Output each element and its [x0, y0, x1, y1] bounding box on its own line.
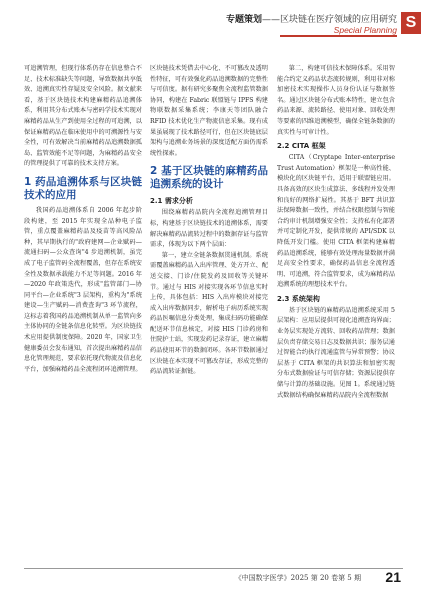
- subsection-2-2-heading: 2.2 CITA 框架: [277, 142, 326, 151]
- section-mark-icon: S: [401, 12, 421, 34]
- subsection-2-3-heading: 2.3 系统架构: [277, 294, 320, 303]
- paragraph: 第二，构建可信技术保障体系。采用智能合约定义药品状态流转规则，利用非对称加密技术实现操作人员身份认证与数据签名。通过区块链分布式账本特性，建立包含药品来源、流转路径、使用对象、回收处理等要素的四维追溯模型，确保全链条数据的真实性与可审计性。: [277, 65, 395, 136]
- page-footer: [24, 568, 403, 588]
- section-topic: ——区块链在医疗领域的应用研究: [261, 15, 397, 25]
- section-english-title: Special Planning: [333, 25, 397, 35]
- journal-citation: 《中国数字医学》2025 第 20 卷第 5 期: [234, 574, 361, 582]
- column-right: [277, 64, 395, 544]
- page-header: [220, 10, 427, 40]
- subsection-2-1-heading: 2.1 需求分析: [150, 197, 193, 206]
- section-2-heading: 2 基于区块链的麻精药品追溯系统的设计: [150, 165, 268, 191]
- paragraph: 基于区块链的麻精药品追溯系统采用 5 层架构：应用层提供可视化追溯查询界面；业务层实现处方流转、回收药品管理；数据层负责存储交易日志及数据共识；服务层通过智能合约执行流通监管与异常预警；协议层基于 CITA 框架的共识算法和加密实现分布式数据验证与可信存储；资源层提供存储与计算的基础设施。见图 1。系统通过链式数据结构确保麻精药品院内全流程数据: [277, 306, 395, 399]
- column-middle: [150, 64, 268, 544]
- section-1-heading: 1 药品追溯体系与区块链技术的应用: [24, 175, 142, 201]
- running-title: [226, 12, 397, 25]
- paragraph: 可追溯管理，但现行体系仍存在信息整合不足、技术标准缺失等问题，导致数据共享低效、追溯真实性存疑及安全风险。据文献来看，基于区块链技术构建麻精药品追溯体系，利用其分布式账本与密码学技术实现对麻精药品从生产到使用全过程的可追溯，以保证麻精药品在临床使用中的可溯源性与安全性，可有效解决当前麻精药品追溯数据孤岛、监管效能不足等问题，为麻精药品安全的管理提供了可靠的技术支持方案。: [24, 65, 142, 168]
- paragraph: 第一，建立全链条数据贯通机制。系统需覆盖麻精药品入出库管理、处方开立、配送交接、门诊/住院发药及回收等关键环节。通过与 HIS 对接实现各环节信息实时上传，具体包括：HIS 入出库模块对接完成入出库数据同步，解析电子病历系统实现药品医嘱信息分类处理，集成扫码功能确保配送环节信息核定，对接 HIS 门诊药房和住院护士站，实现发药记录存证，建立麻精药品使用环节的数据闭环。各环节数据通过区块链在本实现不可篡改存证，形成完整的药品流转证据链。: [150, 251, 268, 376]
- paragraph: 我国药品追溯体系自 2006 年起步阶段构建，至 2015 年实现全品种电子监管，重点覆盖麻精药品及疫苗等高风险品种，其早期执行的"政府建网—企业赋码—流通扫码—公众查询"4 步追溯机制，虽完成了电子监管码全流程覆盖，但存在系统安全性及数据承载能力不足等问题。2016 年—2020 年政策迭代，形成"监管部门—协同平台—企业系统"3 层架构，重构为"系统建设—生产赋码—消费查询"3 环节流程，这标志着我国药品追溯机制从单一监管向多主体协同的全链条信息化转型。为区块链技术应用提供制度保障。2020 年，国家卫生健康委员会发布通知，首次提出麻精药品信息化管理规范，要求依托现代物流及信息化平台，加强麻精药品全流程闭环追溯管理。: [24, 206, 142, 373]
- column-left: [24, 64, 142, 544]
- footer-rule: [24, 568, 403, 569]
- paragraph: 围绕麻精药品院内全流程追溯管理目标，构建基于区块链技术的追溯体系，需要解决麻精药品流转过程中的数据存证与监管需求，体现为以下两个层面：: [150, 209, 268, 249]
- paragraph: CITA（Cryptape Inter-enterprise Trust Automation）框架是一种高性能、模块化的区块链平台，适用于联盟链应用。具备高效的区块生成算法、多线程并发处理和良好的网络扩展性。其基于 BFT 共识算法保障数据一致性，并结合权限控制与智能合约审计机制增强安全性；支持私有化部署并可定制化开发，提供常规的 API/SDK 以降低开发门槛。使用 CITA 框架构建麻精药品追溯系统，能够有效处理海量数据并满足高安全性要求，确保药品信息全流程透明、可追溯，符合监管要求，成为麻精药品追溯系统的理想技术平台。: [277, 154, 395, 289]
- page-number: 21: [385, 569, 401, 585]
- header-rule: [280, 35, 397, 37]
- paragraph: 区块链技术凭借去中心化、不可篡改及透明性特征，可有效强化药品追溯数据的完整性与可信度。据有研究多聚焦全流程监管数据协同，构建在 Fabric 联盟链与 IPFS 构建物联数据采集系统；李康天等团队融合 RFID 技术优化生产物流信息采集。现有成果虽展现了技术路径可行，但在区块链底层架构与追溯业务场景的深度适配方面仍需系统性探索。: [150, 65, 268, 157]
- section-label: 专题策划: [225, 15, 262, 25]
